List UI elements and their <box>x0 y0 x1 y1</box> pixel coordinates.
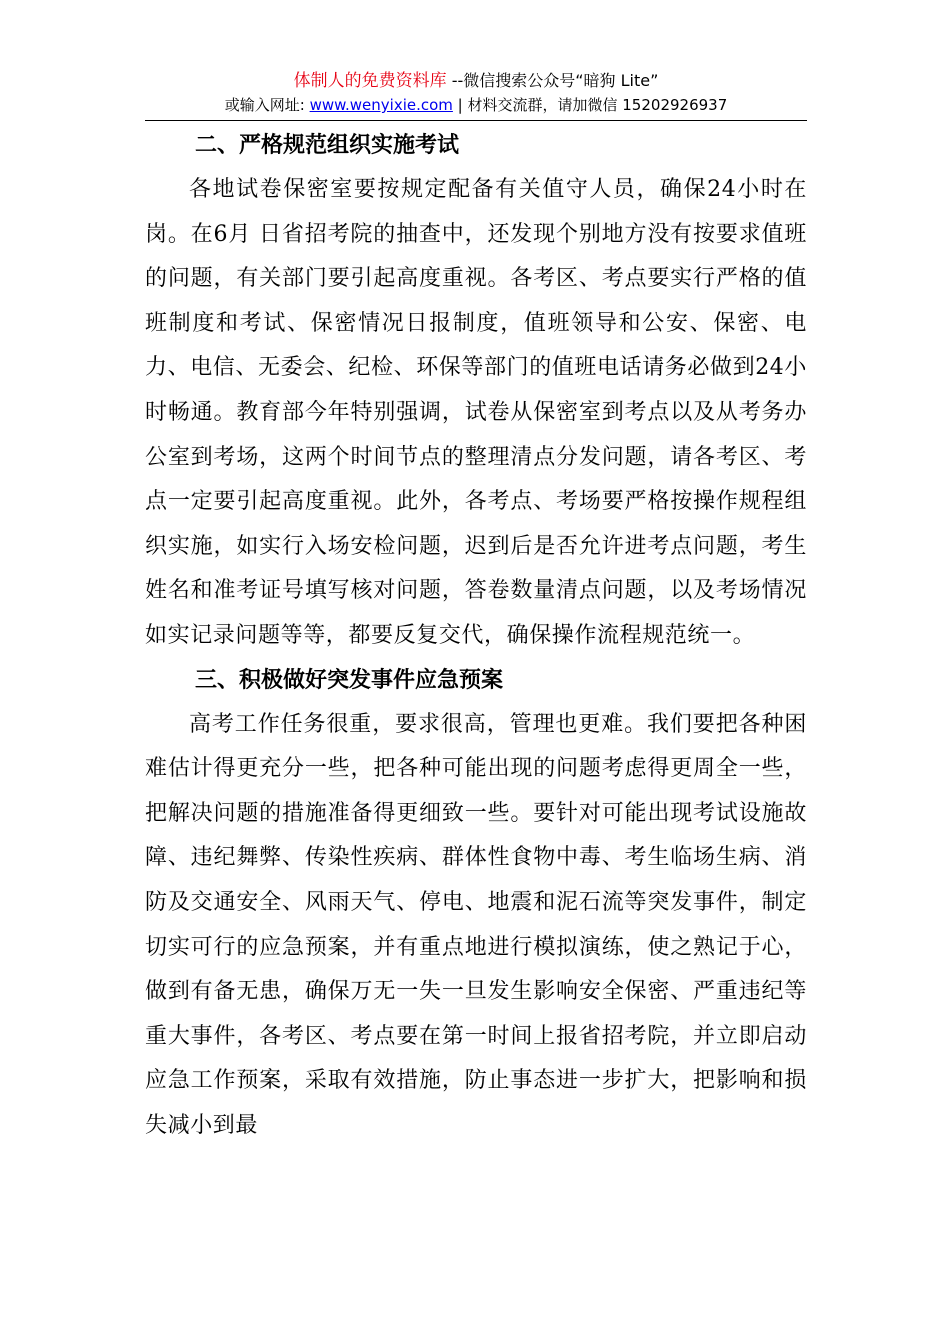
section-paragraph: 高考工作任务很重，要求很高，管理也更难。我们要把各种困难估计得更充分一些，把各种可能出现的问题考虑得更周全一些，把解决问题的措施准备得更细致一些。要针对可能出现考试设施故障、违纪舞弊、传染性疾病、群体性食物中毒、考生临场生病、消防及交通安全、风雨天气、停电、地震和泥石流等突发事件，制定切实可行的应急预案，并有重点地进行模拟演练，使之熟记于心，做到有备无患，确保万无一失一旦发生影响安全保密、严重违纪等重大事件，各考区、考点要在第一时间上报省招考院，并立即启动应急工作预案，采取有效措施，防止事态进一步扩大，把影响和损失减小到最 <box>145 711 807 1138</box>
page-header <box>145 68 807 121</box>
header-subtitle: --微信搜索公众号“暗狗 Lite” <box>446 71 659 90</box>
url-label: 或输入网址: <box>224 96 310 114</box>
contact-info: | 材料交流群，请加微信 15202926937 <box>452 96 728 114</box>
header-title-line <box>145 70 807 92</box>
document-body <box>145 124 807 1148</box>
section-heading: 三、积极做好突发事件应急预案 <box>195 667 504 693</box>
website-link[interactable]: www.wenyixie.com <box>309 96 453 114</box>
section-heading: 二、严格规范组织实施考试 <box>195 133 460 158</box>
section-paragraph: 各地试卷保密室要按规定配备有关值守人员，确保24小时在岗。在6月 日省招考院的抽查中，还发现个别地方没有按要求值班的问题，有关部门要引起高度重视。各考区、考点要实行严格的值班制度和考试、保密情况日报制度，值班领导和公安、保密、电力、电信、无委会、纪检、环保等部门的值班电话请务必做到24小时畅通。教育部今年特别强调，试卷从保密室到考点以及从考务办公室到考场，这两个时间节点的整理清点分发问题，请各考区、考点一定要引起高度重视。此外，各考点、考场要严格按操作规程组织实施，如实行入场安检问题，迟到后是否允许进考点问题，考生姓名和准考证号填写核对问题，答卷数量清点问题，以及考场情况如实记录问题等等，都要反复交代，确保操作流程规范统一。 <box>145 177 807 648</box>
brand-name: 体制人的免费资料库 <box>293 71 447 91</box>
header-contact-line <box>145 94 807 116</box>
